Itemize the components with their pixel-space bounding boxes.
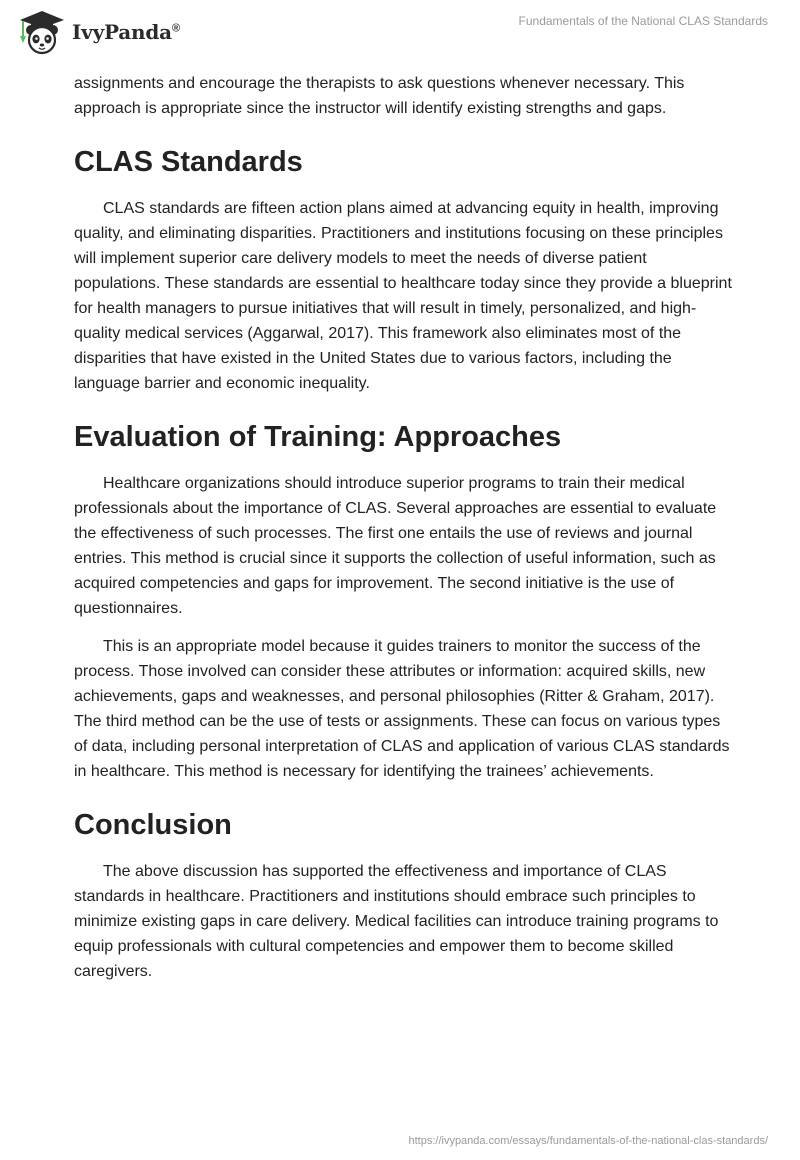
source-url-link[interactable]: https://ivypanda.com/essays/fundamentals-of-the-national-clas-standards/: [408, 1135, 768, 1147]
paragraph: This is an appropriate model because it guides trainers to monitor the success of the process. Those involved can consider these attributes or information: acquired skills, new achievements, gaps and weaknesses, and personal philosophies (Ritter & Graham, 2017). The third method can be the use of tests or assignments. These can focus on various types of data, including personal interpretation of CLAS and application of various CLAS standards in healthcare. This method is necessary for identifying the trainees’ achievements.: [74, 638, 730, 780]
essay-content: [74, 71, 734, 984]
document-title: Fundamentals of the National CLAS Standards: [518, 14, 768, 28]
section-heading-conclusion: Conclusion: [74, 809, 232, 841]
brand-name: IvyPanda®: [72, 20, 180, 44]
section-heading-evaluation-of-training: Evaluation of Training: Approaches: [74, 421, 562, 453]
section-heading-clas-standards: CLAS Standards: [74, 146, 303, 178]
panda-logo-icon: [14, 8, 68, 56]
brand-logo[interactable]: [14, 8, 180, 56]
paragraph: The above discussion has supported the effectiveness and importance of CLAS standards in healthcare. Practitioners and institutions should embrace such principles to minimize existing gaps in care delivery. Medical facilities can introduce training programs to equip professionals with cultural competencies and empower them to become skilled caregivers.: [74, 863, 719, 980]
intro-paragraph: assignments and encourage the therapists to ask questions whenever necessary. This approach is appropriate since the instructor will identify existing strengths and gaps.: [74, 75, 685, 117]
page-header: [0, 0, 800, 64]
paragraph: CLAS standards are fifteen action plans aimed at advancing equity in health, improving quality, and eliminating disparities. Practitioners and institutions focusing on these principles will implement superior care delivery models to meet the needs of diverse patient populations. These standards are essential to healthcare today since they provide a blueprint for health managers to pursue initiatives that will result in timely, personalized, and high-quality medical services (Aggarwal, 2017). This framework also eliminates most of the disparities that have existed in the United States due to various factors, including the language barrier and economic inequality.: [74, 200, 732, 392]
paragraph: Healthcare organizations should introduce superior programs to train their medical professionals about the importance of CLAS. Several approaches are essential to evaluate the effectiveness of such processes. The first one entails the use of reviews and journal entries. This method is crucial since it supports the collection of useful information, such as acquired competencies and gaps for improvement. The second initiative is the use of questionnaires.: [74, 475, 717, 617]
